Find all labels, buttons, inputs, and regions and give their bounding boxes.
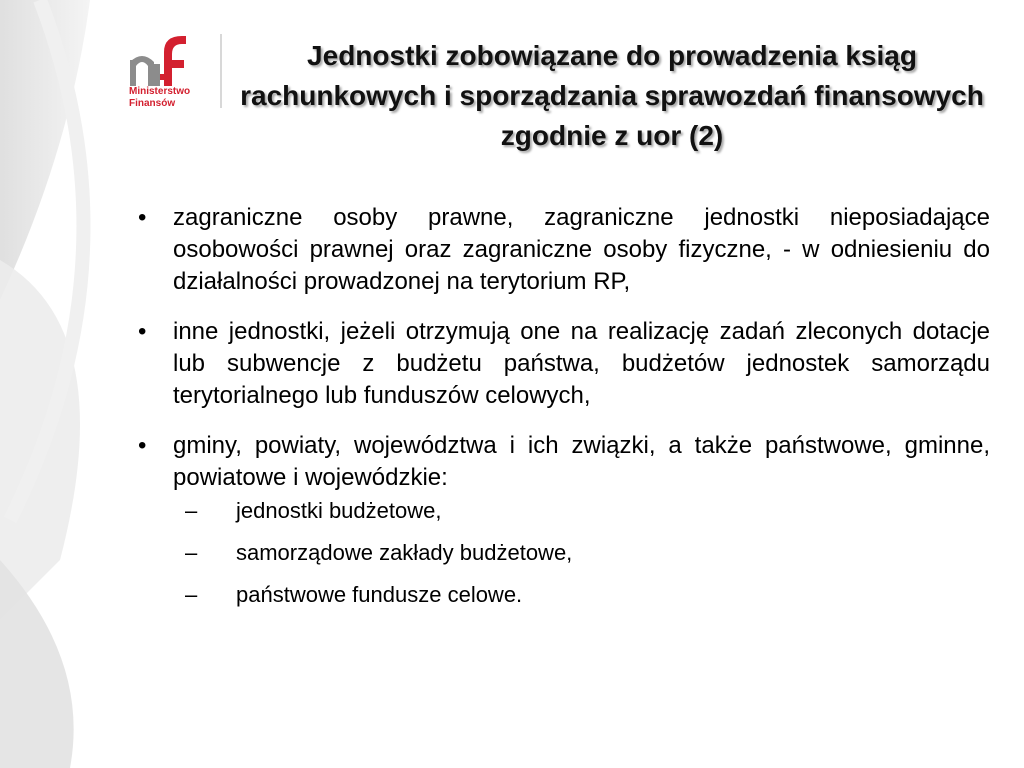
slide-title: Jednostki zobowiązane do prowadzenia ksiąg rachunkowych i sporządzania sprawozdań finansowych zgodnie z uor (2): [240, 40, 984, 151]
logo-red-accent: [160, 74, 170, 80]
bullet-text: gminy, powiaty, województwa i ich związki, a także państwowe, gminne, powiatowe i wojewódzkie:: [173, 432, 990, 491]
bullet-marker: •: [138, 432, 147, 459]
sub-bullet-item: [173, 540, 990, 566]
sub-bullet-text: samorządowe zakłady budżetowe,: [236, 540, 573, 565]
sub-bullet-list: [173, 498, 990, 608]
logo-grey-stem-2: [154, 64, 160, 86]
sub-bullet-text: państwowe fundusze celowe.: [236, 582, 523, 607]
bullet-marker: •: [138, 204, 147, 231]
bullet-list: [138, 202, 990, 608]
bullet-item: [138, 430, 990, 608]
bullet-text: inne jednostki, jeżeli otrzymują one na realizację zadań zleconych dotacje lub subwencje z budżetu państwa, budżetów jednostek samorządu terytorialnego lub funduszów celowych,: [173, 318, 990, 409]
logo-divider: [220, 34, 222, 108]
logo-text-line-1: Ministerstwo: [129, 86, 191, 97]
sub-bullet-item: [173, 498, 990, 524]
decor-shape-bottom: [0, 560, 74, 768]
logo-text-line-2: Finansów: [129, 98, 176, 109]
sub-bullet-marker: –: [185, 540, 198, 565]
bullet-item: [138, 316, 990, 412]
slide-content: [138, 202, 990, 626]
sub-bullet-text: jednostki budżetowe,: [236, 498, 442, 523]
sub-bullet-item: [173, 582, 990, 608]
bullet-text: zagraniczne osoby prawne, zagraniczne jednostki nieposiadające osobowości prawnej oraz zagraniczne osoby fizyczne, - w odniesieniu do działalności prowadzonej na terytorium RP,: [173, 204, 990, 295]
bullet-marker: •: [138, 318, 147, 345]
sub-bullet-marker: –: [185, 582, 198, 607]
bullet-item: [138, 202, 990, 298]
logo-text: [129, 86, 190, 110]
sub-bullet-marker: –: [185, 498, 198, 523]
